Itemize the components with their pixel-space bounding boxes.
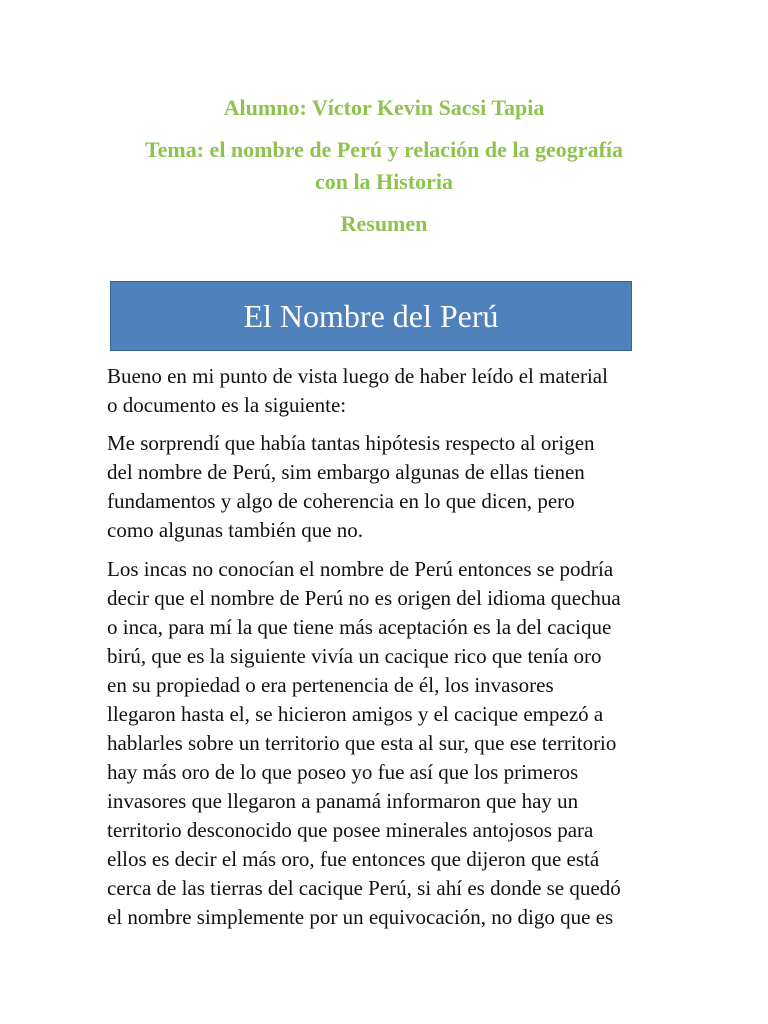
text-line: Me sorprendí que había tantas hipótesis respecto al origen [107, 431, 595, 455]
text-line: ellos es decir el más oro, fue entonces que dijeron que está [107, 847, 600, 871]
student-name-heading: Alumno: Víctor Kevin Sacsi Tapia [223, 95, 545, 120]
text-line: o documento es la siguiente: [107, 393, 347, 417]
paragraph-3 [107, 555, 667, 932]
text-line: llegaron hasta el, se hicieron amigos y el cacique empezó a [107, 702, 604, 726]
topic-heading-line: con la Historia [314, 169, 454, 194]
section-title: El Nombre del Perú [243, 297, 499, 334]
text-line: hablarles sobre un territorio que esta al sur, que ese territorio [107, 731, 617, 755]
text-line: hay más oro de lo que poseo yo fue así que los primeros [107, 760, 579, 784]
text-line: Bueno en mi punto de vista luego de haber leído el material [107, 364, 608, 388]
text-line: invasores que llegaron a panamá informaron que hay un [107, 789, 579, 813]
text-line: del nombre de Perú, sim embargo algunas de ellas tienen [107, 460, 585, 484]
section-title-box [110, 281, 632, 351]
text-line: cerca de las tierras del cacique Perú, si ahí es donde se quedó [107, 876, 621, 900]
text-line: o inca, para mí la que tiene más aceptación es la del cacique [107, 615, 612, 639]
text-line: en su propiedad o era pertenencia de él, los invasores [107, 673, 554, 697]
summary-heading: Resumen [340, 211, 428, 236]
topic-heading-line: Tema: el nombre de Perú y relación de la geografía [144, 137, 624, 162]
text-line: birú, que es la siguiente vivía un cacique rico que tenía oro [107, 644, 602, 668]
text-line: el nombre simplemente por un equivocación, no digo que es [107, 905, 614, 929]
paragraph-1 [107, 362, 667, 420]
text-line: Los incas no conocían el nombre de Perú entonces se podría [107, 557, 614, 581]
text-line: decir que el nombre de Perú no es origen del idioma quechua [107, 586, 621, 610]
text-line: territorio desconocido que posee minerales antojosos para [107, 818, 594, 842]
topic-heading [90, 134, 678, 198]
text-line: fundamentos y algo de coherencia en lo que dicen, pero [107, 489, 575, 513]
paragraph-2 [107, 429, 667, 545]
text-line: como algunas también que no. [107, 518, 364, 542]
